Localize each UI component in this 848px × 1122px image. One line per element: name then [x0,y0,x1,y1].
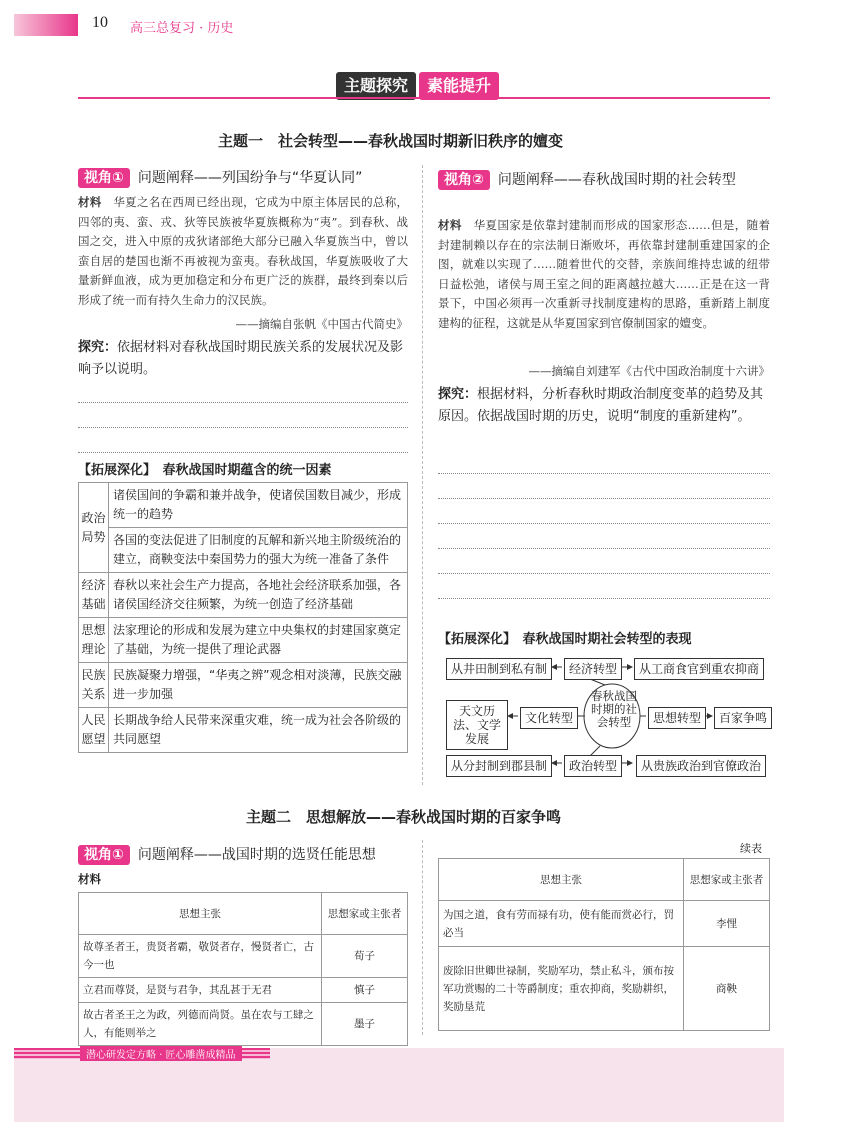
answer-line[interactable] [78,427,408,428]
topic1-title: 主题一 社会转型——春秋战国时期新旧秩序的嬗变 [218,132,564,150]
series-title: 高三总复习 · 历史 [130,21,234,36]
econ-a-box: 从井田制到私有制 [446,658,552,680]
v2-material: 材料 华夏国家是依靠封建制而形成的国家形态……但是，随着封建制赖以存在的宗法制日渐败坏，再依靠封建制重建国家的企图，就难以实现了……随着世代的交替，亲族间维持忠诚的纽带日益松弛，诸侯与周王室之间的距离越拉越大……正是在这一背景下，中国必须再一次重新寻找制度建构的思路，重新踏上制度建构的征程，这就是从华夏国家到官僚制国家的嬗变。 [438,218,771,330]
answer-line[interactable] [78,452,408,453]
v2-question: 探究：根据材料，分析春秋时期政治制度变革的趋势及其原因。依据战国时期的历史，说明“制度的重新建构”。 [438,387,764,424]
cult-box: 文化转型 [520,707,578,729]
col-header: 思想主张 [79,893,322,935]
ext1-cell: 法家理论的形成和发展为建立中央集权的封建国家奠定了基础，为统一提供了理论武器 [109,618,408,663]
econ-box: 经济转型 [564,658,622,680]
table-cell: 废除旧世卿世禄制，奖励军功，禁止私斗，颁布按军功赏赐的二十等爵制度；重农抑商，奖励耕织，奖励垦荒 [439,947,684,1031]
v1-question-text: 依据材料对春秋战国时期民族关系的发展状况及影响予以说明。 [78,340,404,377]
ext2-title: 【拓展深化】 春秋战国时期社会转型的表现 [438,632,692,647]
page-number: 10 [92,14,108,31]
pol-b-box: 从贵族政治到官僚政治 [636,755,766,777]
v1-material-text: 华夏之名在西周已经出现，它成为中原主体居民的总称，四邻的夷、蛮、戎、狄等民族被华夏族概称为“夷”。到春秋、战国之交，进入中原的戎狄诸部绝大部分已融入华夏族当中，曾以蛮自居的楚国也渐不再被视为蛮夷。春秋战国，华夏族吸收了大量新鲜血液，成为更加稳定和分布更广泛的族群，最终到秦以后形成了统一而有持久生命力的汉民族。 [78,195,408,307]
banner-left: 主题探究 [336,72,416,100]
header-decoration [14,14,78,36]
table-cell: 荀子 [322,935,408,978]
v2-question-text: 根据材料，分析春秋时期政治制度变革的趋势及其原因。依据战国时期的历史，说明“制度的重新建构”。 [438,387,764,424]
table-cell: 立君而尊贤，是贤与君争，其乱甚于无君 [79,978,322,1003]
v1-material: 材料 华夏之名在西周已经出现，它成为中原主体居民的总称，四邻的夷、蛮、戎、狄等民族被华夏族概称为“夷”。到春秋、战国之交，进入中原的戎狄诸部绝大部分已融入华夏族当中，曾以蛮自居的楚国也渐不再被视为蛮夷。春秋战国，华夏族吸收了大量新鲜血液，成为更加稳定和分布更广泛的族群，最终到秦以后形成了统一而有持久生命力的汉民族。 [78,195,408,307]
column-divider [422,840,423,1035]
answer-line[interactable] [78,402,408,403]
ext1-title: 【拓展深化】 春秋战国时期蕴含的统一因素 [78,463,332,478]
v1-heading [78,168,408,188]
v3-badge: 视角① [78,845,130,865]
ext1-head: 政治局势 [79,483,109,573]
answer-line[interactable] [438,473,770,474]
v2-title: 问题阐释——春秋战国时期的社会转型 [497,172,736,188]
v1-source: ——摘编自张帆《中国古代简史》 [235,317,408,331]
v3-material-label: 材料 [78,872,101,886]
econ-b-box: 从工商食官到重农抑商 [634,658,764,680]
v1-question: 探究：依据材料对春秋战国时期民族关系的发展状况及影响予以说明。 [78,340,404,377]
answer-line[interactable] [438,523,770,524]
v3-heading [78,845,408,865]
table-cell: 商鞅 [684,947,770,1031]
ext1-head: 民族关系 [79,663,109,708]
table-cell: 李悝 [684,901,770,947]
ext1-head: 人民愿望 [79,708,109,753]
banner-right: 素能提升 [419,72,499,100]
v1-title: 问题阐释——列国纷争与“华夏认同” [137,170,363,186]
ext1-table [78,482,408,753]
ext1-cell: 各国的变法促进了旧制度的瓦解和新兴地主阶级统治的建立，商鞅变法中秦国势力的强大为统一准备了条件 [109,528,408,573]
v2-heading [438,170,770,190]
topic2-title: 主题二 思想解放——春秋战国时期的百家争鸣 [246,808,562,826]
v2-material-text: 华夏国家是依靠封建制而形成的国家形态……但是，随着封建制赖以存在的宗法制日渐败坏，再依靠封建制重建国家的企图，就难以实现了……随着世代的交替，亲族间维持忠诚的纽带日益松弛，诸侯与周王室之间的距离越拉越大……正是在这一背景下，中国必须再一次重新寻找制度建构的思路，重新踏上制度建构的征程，这就是从华夏国家到官僚制国家的嬗变。 [438,218,771,330]
answer-line[interactable] [438,548,770,549]
footer-slogan: 潜心研发定方略 · 匠心雕凿成精品 [80,1046,242,1061]
ext1-head: 经济基础 [79,573,109,618]
pol-a-box: 从分封制到郡县制 [446,755,552,777]
ext1-cell: 诸侯国间的争霸和兼并战争，使诸侯国数目减少，形成统一的趋势 [109,483,408,528]
col-header: 思想主张 [439,859,684,901]
v3-table [78,892,408,1046]
table-cell: 慎子 [322,978,408,1003]
cult-a-box: 天文历法、文学发展 [446,700,508,750]
v1-badge: 视角① [78,168,130,188]
column-divider [422,165,423,785]
center-label: 春秋战国时期的社会转型 [591,689,637,729]
cont-table [438,858,770,1031]
table-cell: 故古者圣王之为政，列德而尚贤。虽在农与工肆之人，有能则举之 [79,1003,322,1046]
ext1-head: 思想理论 [79,618,109,663]
v2-badge: 视角② [438,170,490,190]
ext1-cell: 春秋以来社会生产力提高，各地社会经济联系加强，各诸侯国经济交往频繁，为统一创造了经济基础 [109,573,408,618]
continued-label: 续表 [740,842,762,855]
table-cell: 为国之道，食有劳而禄有功，使有能而赏必行，罚必当 [439,901,684,947]
v2-source: ——摘编自刘建军《古代中国政治制度十六讲》 [528,364,770,378]
thought-a-box: 百家争鸣 [714,707,772,729]
col-header: 思想家或主张者 [684,859,770,901]
answer-line[interactable] [438,598,770,599]
ext1-cell: 民族凝聚力增强，“华夷之辨”观念相对淡薄，民族交融进一步加强 [109,663,408,708]
banner-rule [78,97,770,99]
answer-line[interactable] [438,498,770,499]
ext1-cell: 长期战争给人民带来深重灾难，统一成为社会各阶级的共同愿望 [109,708,408,753]
pol-box: 政治转型 [564,755,622,777]
answer-line[interactable] [438,573,770,574]
table-cell: 故尊圣者王，贵贤者霸，敬贤者存，慢贤者亡，古今一也 [79,935,322,978]
col-header: 思想家或主张者 [322,893,408,935]
thought-box: 思想转型 [648,707,706,729]
table-cell: 墨子 [322,1003,408,1046]
v3-title: 问题阐释——战国时期的选贤任能思想 [137,847,376,863]
